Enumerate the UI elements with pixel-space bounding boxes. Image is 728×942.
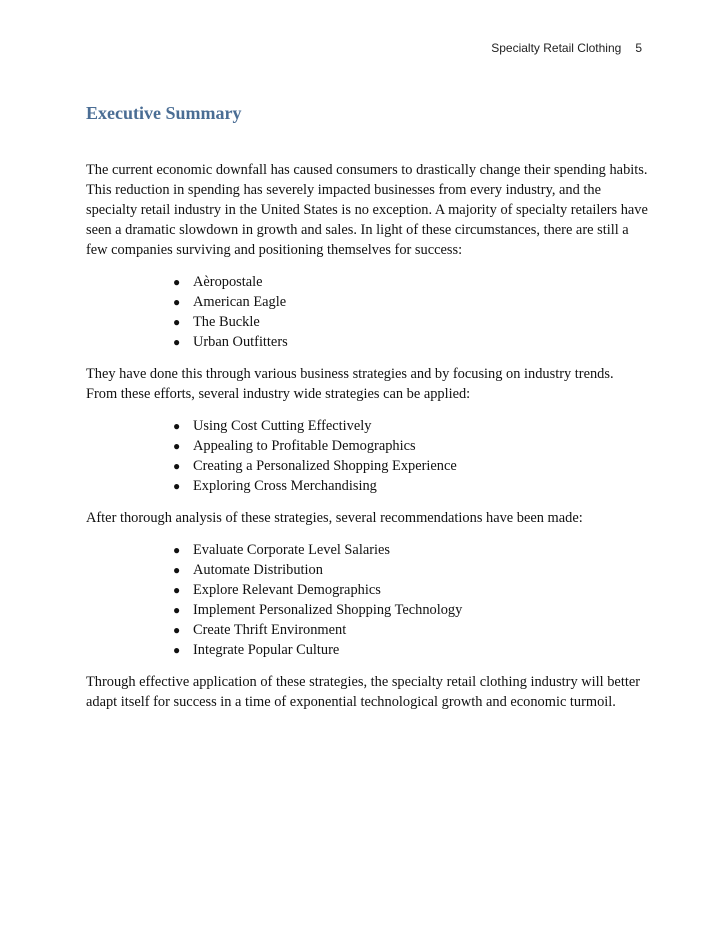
bullet-icon: ●	[173, 543, 181, 557]
bullet-icon: ●	[173, 623, 181, 637]
bullet-icon: ●	[173, 459, 181, 473]
list-item: ● Automate Distribution	[173, 562, 323, 578]
section-heading: Executive Summary	[86, 103, 242, 123]
list-item: ● Appealing to Profitable Demographics	[173, 438, 416, 454]
strategies-list	[86, 416, 648, 496]
recommendations-intro-paragraph: After thorough analysis of these strategies, several recommendations have been made:	[86, 510, 583, 526]
document-body	[86, 100, 648, 724]
list-item: ● Exploring Cross Merchandising	[173, 478, 377, 494]
bullet-icon: ●	[173, 295, 181, 309]
conclusion-paragraph: Through effective application of these strategies, the specialty retail clothing industry will better adapt itself for success in a time of exponential technological growth and economic turmoil.	[86, 674, 640, 710]
intro-paragraph: The current economic downfall has caused consumers to drastically change their spending habits. This reduction in spending has severely impacted businesses from every industry, and the specialty retail industry in the United States is no exception. A majority of specialty retailers have seen a dramatic slowdown in growth and sales. In light of these circumstances, there are still a few companies surviving and positioning themselves for success:	[86, 162, 648, 258]
strategies-intro-paragraph: They have done this through various business strategies and by focusing on industry trends. From these efforts, several industry wide strategies can be applied:	[86, 366, 614, 402]
list-item: ● Using Cost Cutting Effectively	[173, 418, 372, 434]
bullet-icon: ●	[173, 335, 181, 349]
list-item: ● Evaluate Corporate Level Salaries	[173, 542, 390, 558]
bullet-icon: ●	[173, 419, 181, 433]
running-header	[491, 41, 642, 55]
list-item: ● Aѐropostale	[173, 274, 263, 290]
list-item: ● The Buckle	[173, 314, 260, 330]
bullet-icon: ●	[173, 583, 181, 597]
bullet-icon: ●	[173, 479, 181, 493]
bullet-icon: ●	[173, 603, 181, 617]
header-title: Specialty Retail Clothing	[491, 41, 622, 55]
bullet-icon: ●	[173, 439, 181, 453]
list-item: ● Implement Personalized Shopping Technology	[173, 602, 463, 618]
list-item: ● Explore Relevant Demographics	[173, 582, 381, 598]
recommendations-list	[86, 540, 648, 660]
bullet-icon: ●	[173, 315, 181, 329]
list-item: ● American Eagle	[173, 294, 287, 310]
bullet-icon: ●	[173, 643, 181, 657]
list-item: ● Integrate Popular Culture	[173, 642, 340, 658]
list-item: ● Create Thrift Environment	[173, 622, 347, 638]
list-item: ● Urban Outfitters	[173, 334, 288, 350]
bullet-icon: ●	[173, 563, 181, 577]
page-number: 5	[635, 41, 642, 55]
bullet-icon: ●	[173, 275, 181, 289]
companies-list	[86, 272, 648, 352]
list-item: ● Creating a Personalized Shopping Experience	[173, 458, 457, 474]
